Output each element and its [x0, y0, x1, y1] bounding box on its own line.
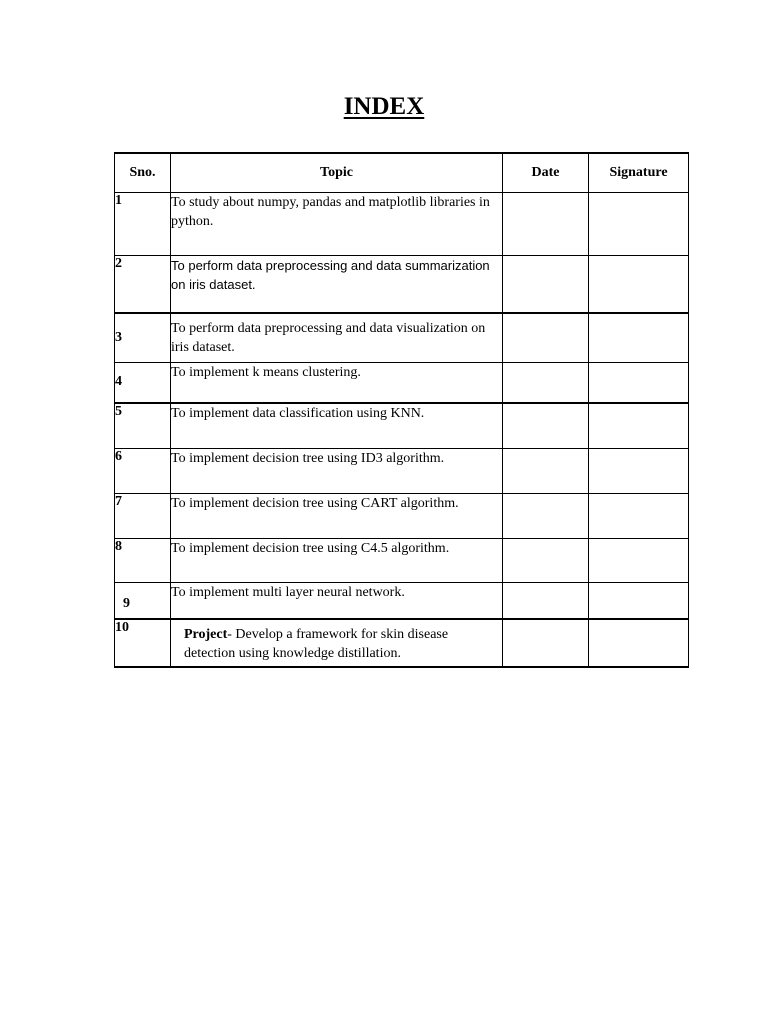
page-title: INDEX — [343, 93, 425, 120]
sno-cell: 5 — [115, 403, 171, 449]
project-description: - Develop a framework for skin disease detection using knowledge distillation. — [184, 626, 449, 661]
table-row — [115, 539, 689, 583]
signature-cell — [589, 449, 689, 494]
date-cell — [503, 193, 589, 256]
topic-cell: To implement k means clustering. — [171, 363, 503, 403]
signature-cell — [589, 619, 689, 667]
date-cell — [503, 313, 589, 363]
table-row — [115, 403, 689, 449]
table-row — [115, 583, 689, 619]
topic-cell: To implement data classification using KNN. — [171, 403, 503, 449]
sno-cell: 10 — [115, 619, 171, 667]
topic-cell: To implement decision tree using CART algorithm. — [171, 494, 503, 539]
table-row — [115, 256, 689, 313]
topic-cell: To study about numpy, pandas and matplotlib libraries in python. — [171, 193, 503, 256]
date-cell — [503, 449, 589, 494]
topic-cell: To perform data preprocessing and data visualization on iris dataset. — [171, 313, 503, 363]
signature-cell — [589, 313, 689, 363]
table-row — [115, 619, 689, 667]
sno-cell: 8 — [115, 539, 171, 583]
topic-cell: To perform data preprocessing and data summarization on iris dataset. — [171, 256, 503, 313]
signature-cell — [589, 539, 689, 583]
date-cell — [503, 256, 589, 313]
date-cell — [503, 583, 589, 619]
topic-cell: To implement multi layer neural network. — [171, 583, 503, 619]
topic-cell: To implement decision tree using ID3 algorithm. — [171, 449, 503, 494]
signature-cell — [589, 256, 689, 313]
column-header-sno: Sno. — [115, 153, 171, 193]
topic-cell: To implement decision tree using C4.5 algorithm. — [171, 539, 503, 583]
signature-cell — [589, 363, 689, 403]
sno-cell: 3 — [115, 313, 171, 363]
sno-cell: 2 — [115, 256, 171, 313]
sno-cell: 7 — [115, 494, 171, 539]
signature-cell — [589, 193, 689, 256]
column-header-signature: Signature — [589, 153, 689, 193]
column-header-date: Date — [503, 153, 589, 193]
table-row — [115, 494, 689, 539]
index-table — [114, 152, 689, 668]
sno-cell: 6 — [115, 449, 171, 494]
table-row — [115, 363, 689, 403]
date-cell — [503, 363, 589, 403]
table-row — [115, 193, 689, 256]
project-label: Project — [184, 626, 228, 642]
sno-cell: 4 — [115, 363, 171, 403]
table-row — [115, 313, 689, 363]
date-cell — [503, 403, 589, 449]
topic-cell — [171, 619, 503, 667]
sno-cell: 9 — [115, 583, 171, 619]
date-cell — [503, 619, 589, 667]
signature-cell — [589, 403, 689, 449]
table-header-row — [115, 153, 689, 193]
sno-cell: 1 — [115, 193, 171, 256]
signature-cell — [589, 494, 689, 539]
signature-cell — [589, 583, 689, 619]
date-cell — [503, 539, 589, 583]
date-cell — [503, 494, 589, 539]
table-row — [115, 449, 689, 494]
column-header-topic: Topic — [171, 153, 503, 193]
